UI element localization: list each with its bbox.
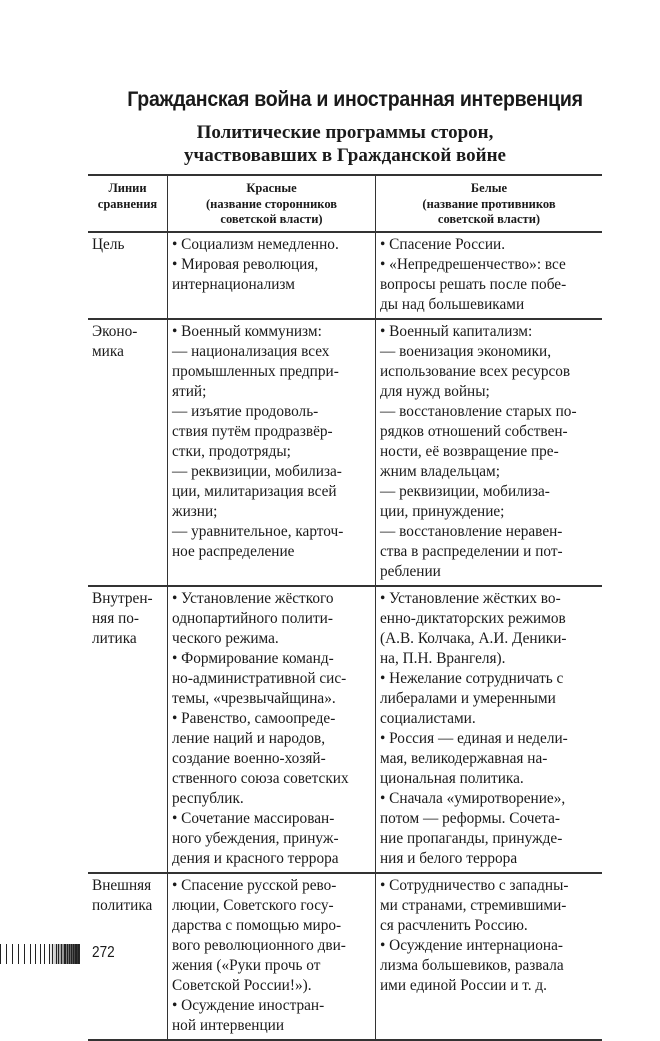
- text-line: рядков отношений собствен-: [380, 422, 568, 440]
- text-line: Красные: [246, 181, 297, 195]
- text-line: Линии: [108, 181, 147, 195]
- text-line: Цель: [92, 235, 125, 253]
- text-line: • «Непредрешенчество»: все: [380, 255, 566, 273]
- page-edge-decoration: [0, 944, 80, 964]
- table-row-foreign-policy: [88, 873, 602, 1040]
- table-row-economy: [88, 319, 602, 586]
- whites-cell: [376, 319, 603, 586]
- text-line: мика: [92, 342, 124, 360]
- text-line: промышленных предпри-: [172, 362, 339, 380]
- text-line: • Спасение России.: [380, 235, 506, 253]
- text-line: — уравнительное, карточ-: [172, 522, 344, 540]
- table-header-row: [88, 175, 602, 232]
- text-line: • Осуждение интернациона-: [380, 936, 563, 954]
- text-line: ное распределение: [172, 542, 295, 560]
- text-line: ление наций и народов,: [172, 729, 326, 747]
- text-line: — изъятие продоволь-: [172, 402, 319, 420]
- text-line: • Сочетание массирован-: [172, 809, 335, 827]
- text-line: ции, милитаризация всей: [172, 482, 337, 500]
- text-line: однопартийного полити-: [172, 609, 333, 627]
- text-line: • Формирование команд-: [172, 649, 334, 667]
- table-title-line: Политические программы сторон,: [196, 122, 494, 143]
- whites-cell: [376, 232, 603, 319]
- text-line: дарства с помощью миро-: [172, 916, 342, 934]
- text-line: жизни;: [172, 502, 218, 520]
- text-line: ной интервенции: [172, 1016, 285, 1034]
- header-criteria: [88, 175, 168, 232]
- text-line: ственного союза советских: [172, 769, 349, 787]
- text-line: дения и красного террора: [172, 849, 339, 867]
- text-line: для нужд войны;: [380, 382, 490, 400]
- text-line: использование всех ресурсов: [380, 362, 571, 380]
- text-line: Советской России!»).: [172, 976, 312, 994]
- text-line: но-административной сис-: [172, 669, 347, 687]
- text-line: республик.: [172, 789, 244, 807]
- text-line: лизма большевиков, развала: [380, 956, 564, 974]
- text-line: • Социализм немедленно.: [172, 235, 339, 253]
- text-line: енно-диктаторских режимов: [380, 609, 566, 627]
- text-line: ды над большевиками: [380, 295, 525, 313]
- text-line: • Мировая революция,: [172, 255, 319, 273]
- header-reds: [168, 175, 376, 232]
- page-title: Гражданская война и иностранная интервенция: [127, 88, 583, 111]
- whites-cell: [376, 873, 603, 1040]
- text-line: темы, «чрезвычайщина».: [172, 689, 336, 707]
- text-line: ствия путём продразвёр-: [172, 422, 333, 440]
- text-line: либералами и умеренными: [380, 689, 556, 707]
- reds-cell: [168, 319, 376, 586]
- text-line: — реквизиции, мобилиза-: [380, 482, 550, 500]
- text-line: потом — реформы. Сочета-: [380, 809, 560, 827]
- page-number: 272: [92, 944, 115, 961]
- text-line: ние пропаганды, принужде-: [380, 829, 563, 847]
- text-line: сравнения: [97, 196, 158, 211]
- text-line: ми странами, стремившими-: [380, 896, 567, 914]
- text-line: • Военный коммунизм:: [172, 322, 322, 340]
- text-line: ции, принуждение;: [380, 502, 505, 520]
- text-line: циональная политика.: [380, 769, 524, 787]
- text-line: реблении: [380, 562, 441, 580]
- text-line: создание военно-хозяй-: [172, 749, 326, 767]
- text-line: ческого режима.: [172, 629, 279, 647]
- text-line: — военизация экономики,: [380, 342, 552, 360]
- text-line: вого революционного дви-: [172, 936, 346, 954]
- text-line: • Нежелание сотрудничать с: [380, 669, 564, 687]
- text-line: • Сотрудничество с западны-: [380, 876, 569, 894]
- text-line: (А.В. Колчака, А.И. Деники-: [380, 629, 567, 647]
- text-line: литика: [92, 629, 137, 647]
- text-line: ся расчленить Россию.: [380, 916, 528, 934]
- text-line: Эконо-: [92, 322, 138, 340]
- text-line: • Военный капитализм:: [380, 322, 533, 340]
- text-line: — реквизиции, мобилиза-: [172, 462, 342, 480]
- text-line: советской власти): [220, 212, 323, 226]
- row-label: [88, 232, 168, 319]
- row-label: [88, 319, 168, 586]
- text-line: мая, великодержавная на-: [380, 749, 548, 767]
- table-title-line: участвовавших в Гражданской войне: [184, 145, 506, 166]
- text-line: ности, её возвращение пре-: [380, 442, 559, 460]
- text-line: • Сначала «умиротворение»,: [380, 789, 566, 807]
- text-line: • Установление жёсткого: [172, 589, 334, 607]
- text-line: ного убеждения, принуж-: [172, 829, 339, 847]
- text-line: • Россия — единая и недели-: [380, 729, 568, 747]
- comparison-table: [88, 174, 602, 1041]
- whites-cell: [376, 586, 603, 873]
- text-line: ния и белого террора: [380, 849, 518, 867]
- text-line: — восстановление неравен-: [380, 522, 563, 540]
- text-line: политика: [92, 896, 153, 914]
- text-line: на, П.Н. Врангеля).: [380, 649, 506, 667]
- text-line: няя по-: [92, 609, 140, 627]
- text-line: — национализация всех: [172, 342, 330, 360]
- text-line: жения («Руки прочь от: [172, 956, 321, 974]
- text-line: • Установление жёстких во-: [380, 589, 561, 607]
- text-line: стки, продотряды;: [172, 442, 291, 460]
- table-row-goal: [88, 232, 602, 319]
- reds-cell: [168, 586, 376, 873]
- text-line: — восстановление старых по-: [380, 402, 577, 420]
- decoration-stripe: [78, 944, 80, 964]
- header-whites: [376, 175, 603, 232]
- table-row-domestic-policy: [88, 586, 602, 873]
- text-line: интернационализм: [172, 275, 295, 293]
- reds-cell: [168, 232, 376, 319]
- text-line: ими единой России и т. д.: [380, 976, 548, 994]
- text-line: • Осуждение иностран-: [172, 996, 325, 1014]
- reds-cell: [168, 873, 376, 1040]
- text-line: • Спасение русской рево-: [172, 876, 337, 894]
- table-title: [88, 121, 602, 167]
- text-line: • Равенство, самоопреде-: [172, 709, 336, 727]
- text-line: ства в распределении и пот-: [380, 542, 563, 560]
- text-line: Белые: [470, 181, 508, 195]
- text-line: социалистами.: [380, 709, 476, 727]
- row-label: [88, 586, 168, 873]
- text-line: люции, Советского госу-: [172, 896, 334, 914]
- text-line: советской власти): [437, 212, 541, 226]
- text-line: вопросы решать после побе-: [380, 275, 567, 293]
- text-line: Внешняя: [92, 876, 152, 894]
- text-line: (название противников: [422, 196, 556, 211]
- text-line: жним владельцам;: [380, 462, 500, 480]
- text-line: (название сторонников: [205, 196, 338, 211]
- text-line: Внутрен-: [92, 589, 153, 607]
- text-line: ятий;: [172, 382, 207, 400]
